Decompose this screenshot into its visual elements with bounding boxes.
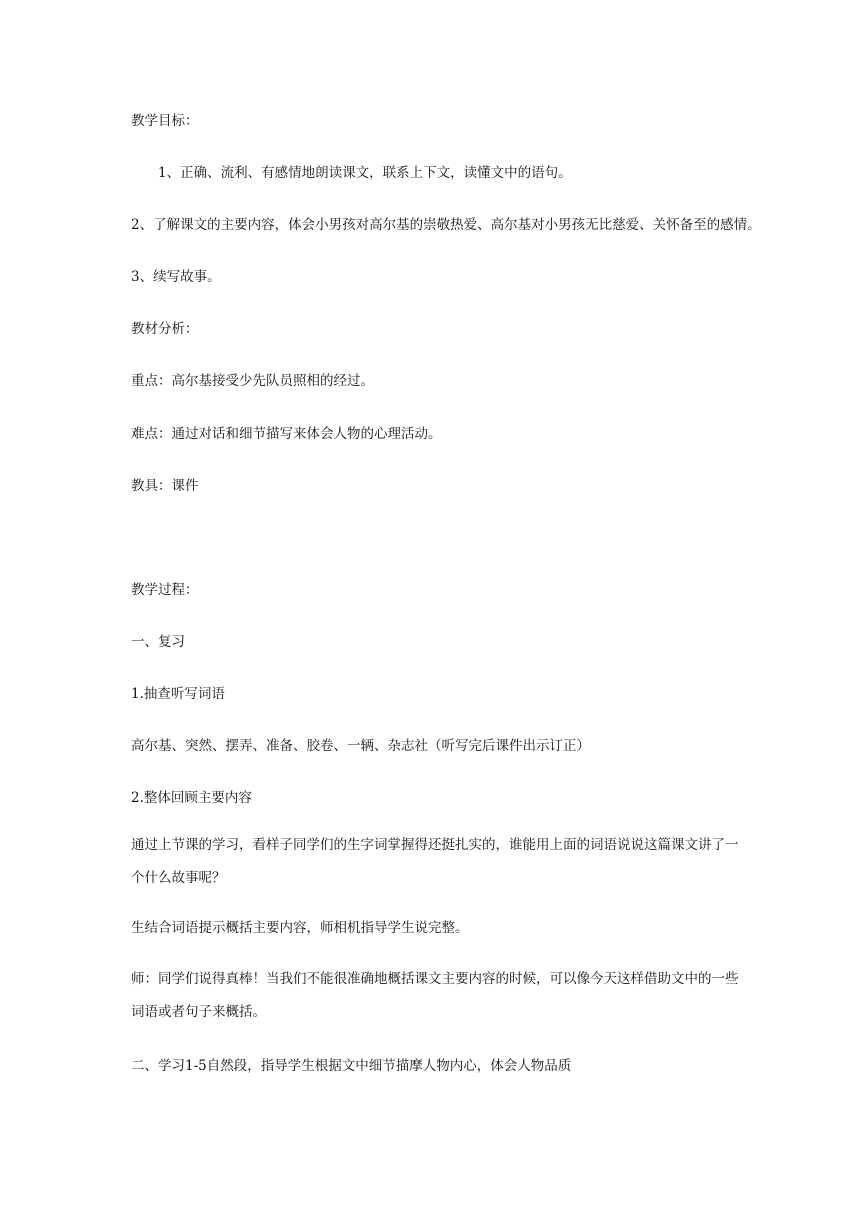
section-heading-material-analysis: 教材分析： [131, 321, 199, 337]
paragraph-student-summary: 生结合词语提示概括主要内容，师相机指导学生说完整。 [131, 920, 469, 936]
paragraph-key-point: 重点：高尔基接受少先队员照相的经过。 [131, 373, 374, 389]
section-heading-teaching-process: 教学过程： [131, 582, 199, 598]
section-heading-teaching-goals: 教学目标： [131, 113, 199, 129]
paragraph-word-list: 高尔基、突然、摆弄、准备、胶卷、一辆、杂志社（听写完后课件出示订正） [131, 738, 590, 754]
paragraph-teacher-question: 通过上节课的学习，看样子同学们的生字词掌握得还挺扎实的，谁能用上面的词语说说这篇课文讲了一个什么故事呢？ [131, 837, 739, 886]
paragraph-goal-3: 3、续写故事。 [131, 269, 221, 285]
paragraph-teacher-praise: 师：同学们说得真棒！当我们不能很准确地概括课文主要内容的时候，可以像今天这样借助文中的一些词语或者句子来概括。 [131, 971, 739, 1020]
paragraph-goal-1: 1、正确、流利、有感情地朗读课文，联系上下文，读懂文中的语句。 [158, 165, 572, 181]
paragraph-dictation: 1.抽查听写词语 [131, 686, 225, 702]
paragraph-difficulty: 难点：通过对话和细节描写来体会人物的心理活动。 [131, 426, 442, 442]
section-heading-study-paragraphs: 二、学习1-5自然段，指导学生根据文中细节描摩人物内心，体会人物品质 [131, 1058, 572, 1074]
paragraph-goal-2: 2、了解课文的主要内容，体会小男孩对高尔基的崇敬热爱、高尔基对小男孩无比慈爱、关怀备至的感情。 [131, 217, 761, 233]
paragraph-review-content: 2.整体回顾主要内容 [131, 790, 252, 806]
paragraph-teaching-aids: 教具：课件 [131, 478, 199, 494]
section-heading-review: 一、复习 [131, 634, 185, 650]
